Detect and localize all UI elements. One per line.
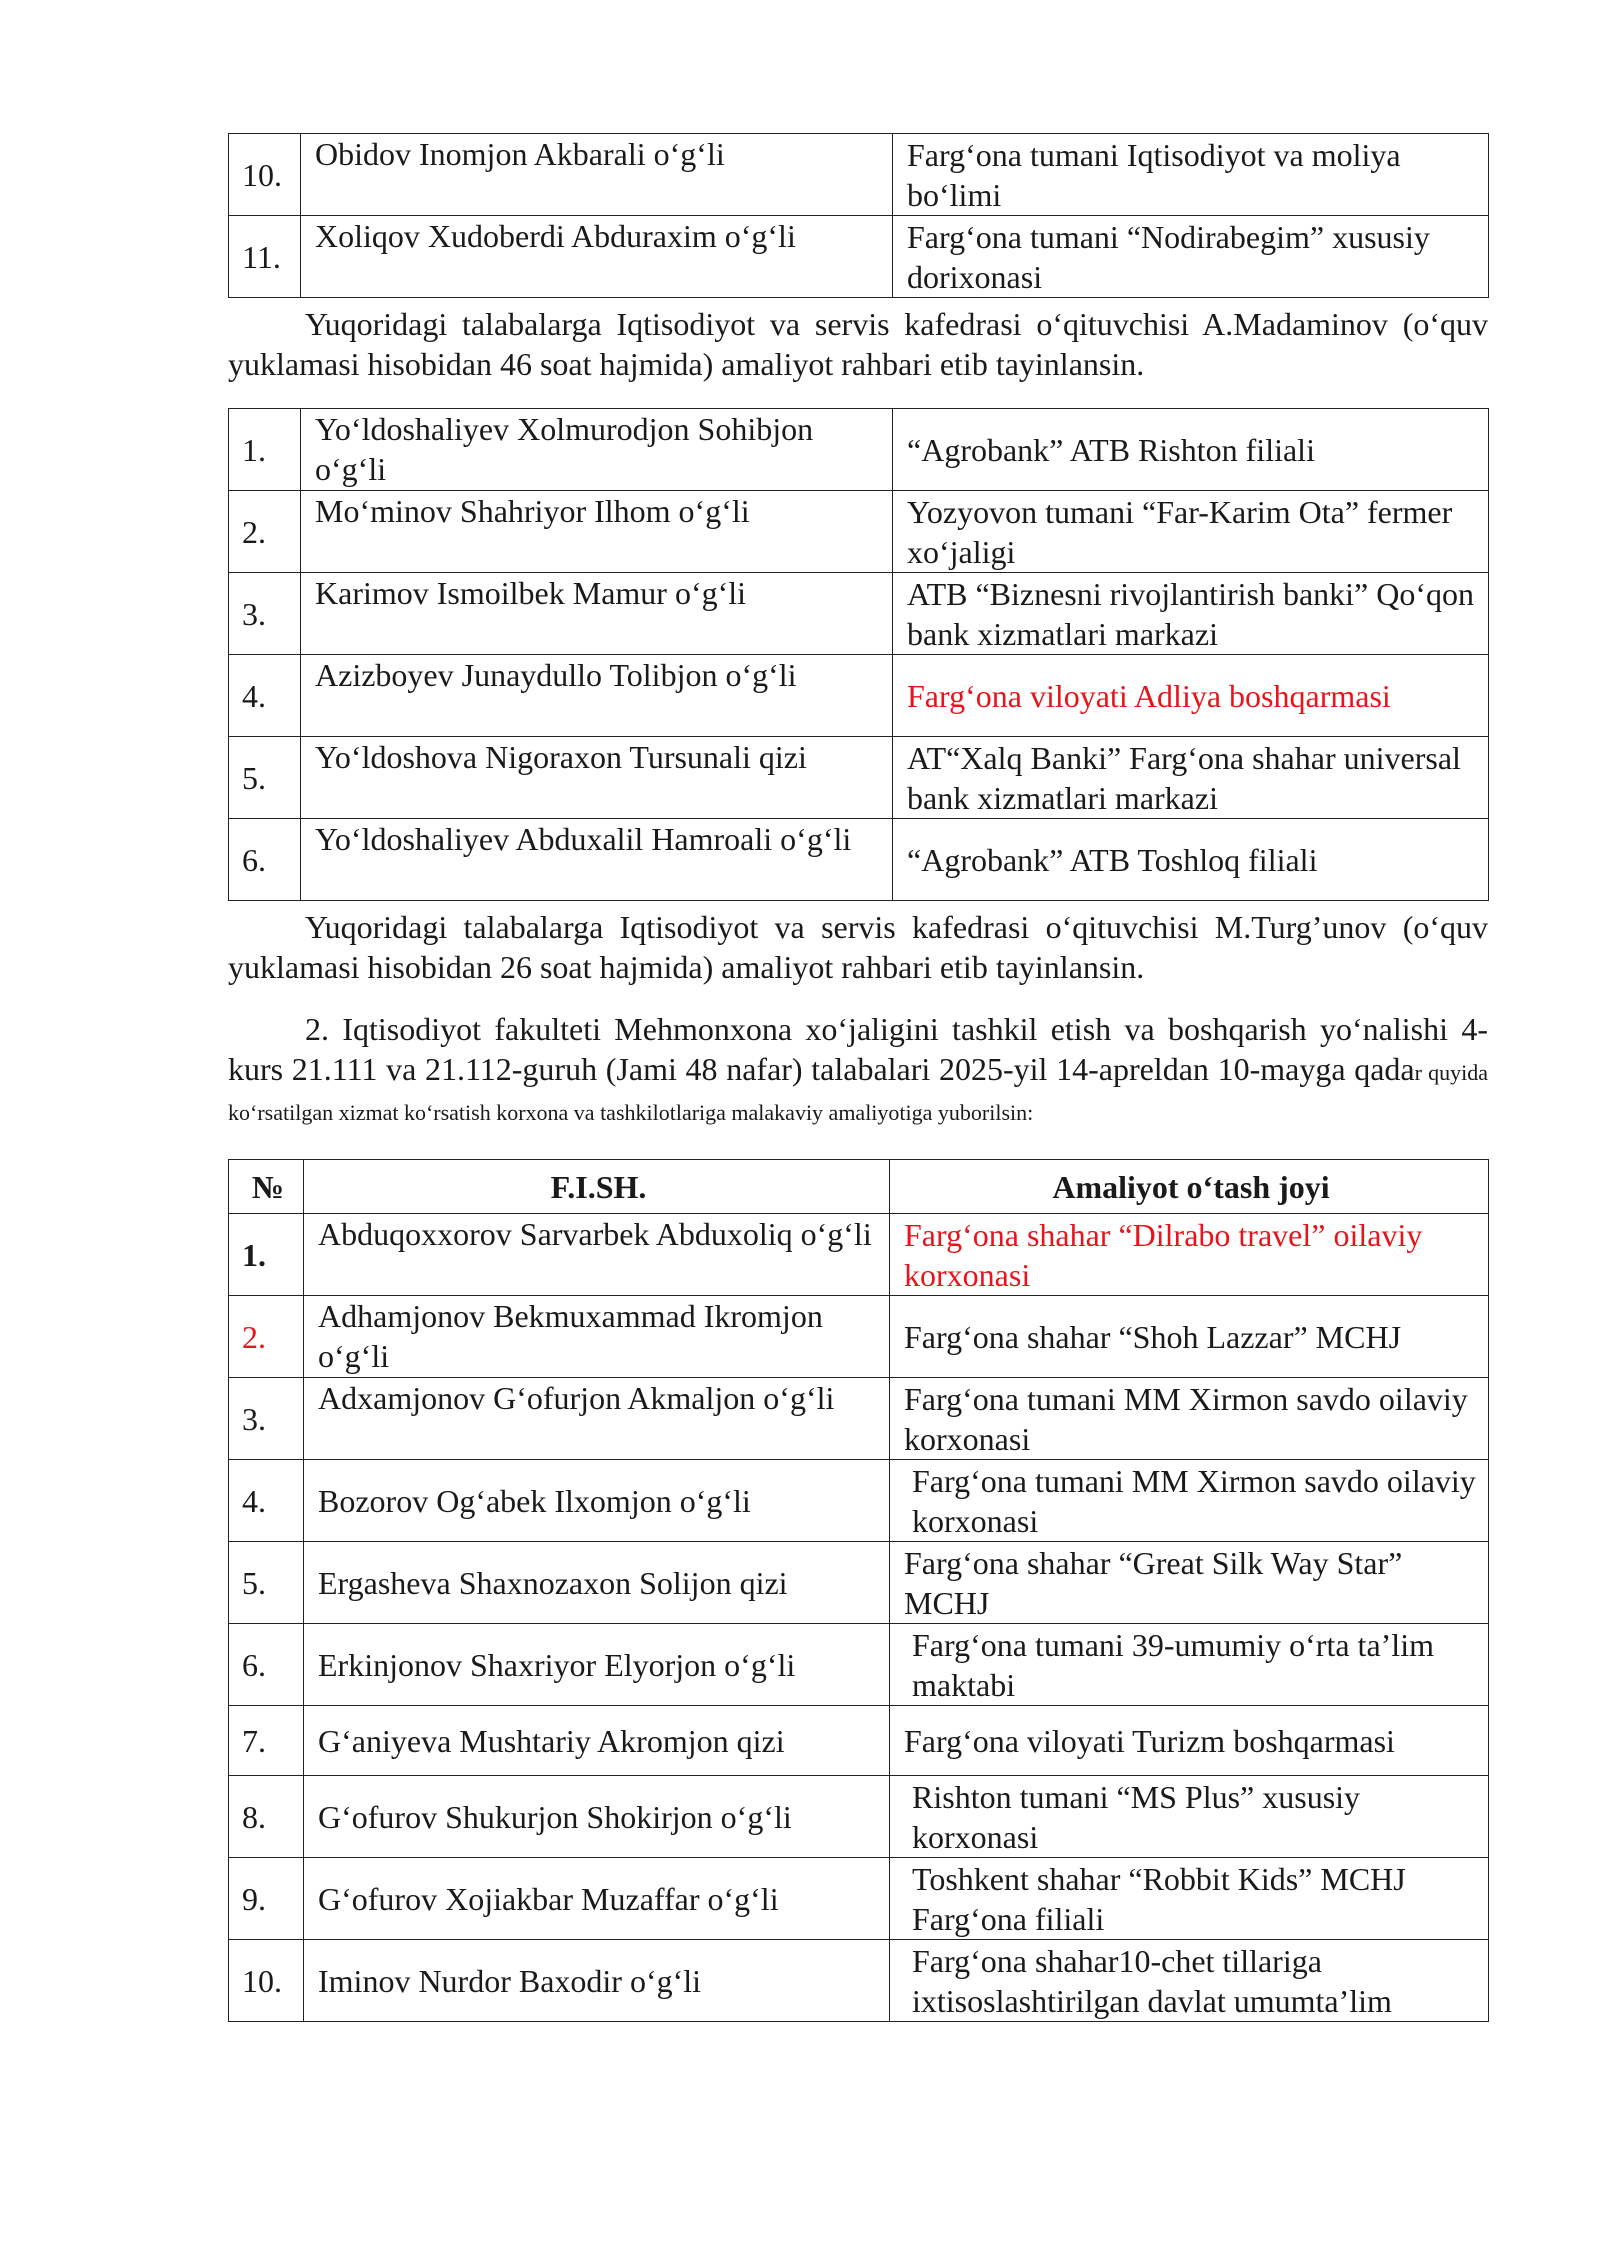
student-name: Abduqoxxorov Sarvarbek Abduxoliq o‘g‘li <box>304 1214 890 1296</box>
practice-place: Rishton tumani “MS Plus” xususiy korxonasi <box>890 1776 1489 1858</box>
practice-place: Farg‘ona tumani “Nodirabegim” xususiy dorixonasi <box>893 216 1489 298</box>
student-name: Obidov Inomjon Akbarali o‘g‘li <box>301 134 893 216</box>
supervisor-paragraph-1: Yuqoridagi talabalarga Iqtisodiyot va servis kafedrasi o‘qituvchisi A.Madaminov (o‘quv yuklamasi hisobidan 46 soat hajmida) amaliyot rahbari etib tayinlansin. <box>228 306 1488 382</box>
row-number: 4. <box>229 655 301 737</box>
row-number: 5. <box>229 737 301 819</box>
practice-place: Farg‘ona shahar “Dilrabo travel” oilaviy korxonasi <box>890 1214 1489 1296</box>
student-name: Mo‘minov Shahriyor Ilhom o‘g‘li <box>301 491 893 573</box>
practice-place: Farg‘ona shahar “Great Silk Way Star” MCHJ <box>890 1542 1489 1624</box>
order-paragraph-2 <box>228 1009 1488 1129</box>
row-number: 4. <box>229 1460 304 1542</box>
practice-place: AT“Xalq Banki” Farg‘ona shahar universal bank xizmatlari markazi <box>893 737 1489 819</box>
practice-table-3 <box>228 1159 1489 2022</box>
student-name: Bozorov Og‘abek Ilxomjon o‘g‘li <box>304 1460 890 1542</box>
table-row <box>229 491 1489 573</box>
practice-place: Farg‘ona shahar “Shoh Lazzar” MCHJ <box>890 1296 1489 1378</box>
practice-place: Yozyovon tumani “Far-Karim Ota” fermer xo‘jaligi <box>893 491 1489 573</box>
practice-table-2 <box>228 408 1489 901</box>
practice-place: Farg‘ona tumani Iqtisodiyot va moliya bo‘limi <box>893 134 1489 216</box>
row-number: 2. <box>229 1296 304 1378</box>
document-page <box>228 133 1488 2022</box>
student-name: Adhamjonov Bekmuxammad Ikromjon o‘g‘li <box>304 1296 890 1378</box>
practice-place: Farg‘ona tumani MM Xirmon savdo oilaviy korxonasi <box>890 1460 1489 1542</box>
column-header-place: Amaliyot o‘tash joyi <box>890 1160 1489 1214</box>
student-name: G‘ofurov Xojiakbar Muzaffar o‘g‘li <box>304 1858 890 1940</box>
student-name: Yo‘ldoshaliyev Abduxalil Hamroali o‘g‘li <box>301 819 893 901</box>
student-name: G‘aniyeva Mushtariy Akromjon qizi <box>304 1706 890 1776</box>
practice-place: Toshkent shahar “Robbit Kids” MCHJ Farg‘ona filiali <box>890 1858 1489 1940</box>
practice-place: Farg‘ona tumani MM Xirmon savdo oilaviy korxonasi <box>890 1378 1489 1460</box>
student-name: Yo‘ldoshova Nigoraxon Tursunali qizi <box>301 737 893 819</box>
row-number: 10. <box>229 1940 304 2022</box>
practice-place: ATB “Biznesni rivojlantirish banki” Qo‘qon bank xizmatlari markazi <box>893 573 1489 655</box>
row-number: 6. <box>229 1624 304 1706</box>
row-number: 7. <box>229 1706 304 1776</box>
row-number: 3. <box>229 573 301 655</box>
table-row <box>229 1858 1489 1940</box>
practice-place: “Agrobank” ATB Toshloq filiali <box>893 819 1489 901</box>
row-number: 1. <box>229 409 301 491</box>
row-number: 2. <box>229 491 301 573</box>
student-name: Adxamjonov G‘ofurjon Akmaljon o‘g‘li <box>304 1378 890 1460</box>
student-name: Yo‘ldoshaliyev Xolmurodjon Sohibjon o‘g‘li <box>301 409 893 491</box>
table-row <box>229 737 1489 819</box>
table-row <box>229 1542 1489 1624</box>
practice-place: Farg‘ona viloyati Adliya boshqarmasi <box>893 655 1489 737</box>
practice-table-continued <box>228 133 1489 298</box>
student-name: Azizboyev Junaydullo Tolibjon o‘g‘li <box>301 655 893 737</box>
practice-place: Farg‘ona viloyati Turizm boshqarmasi <box>890 1706 1489 1776</box>
table-row <box>229 1378 1489 1460</box>
table-header-row <box>229 1160 1489 1214</box>
column-header-name: F.I.SH. <box>304 1160 890 1214</box>
student-name: Xoliqov Xudoberdi Abduraxim o‘g‘li <box>301 216 893 298</box>
student-name: Iminov Nurdor Baxodir o‘g‘li <box>304 1940 890 2022</box>
table-row <box>229 655 1489 737</box>
row-number: 3. <box>229 1378 304 1460</box>
column-header-number: № <box>229 1160 304 1214</box>
table-row <box>229 409 1489 491</box>
table-row <box>229 1940 1489 2022</box>
row-number: 1. <box>229 1214 304 1296</box>
row-number: 8. <box>229 1776 304 1858</box>
table-row <box>229 216 1489 298</box>
table-row <box>229 1460 1489 1542</box>
student-name: Karimov Ismoilbek Mamur o‘g‘li <box>301 573 893 655</box>
practice-place: “Agrobank” ATB Rishton filiali <box>893 409 1489 491</box>
order-paragraph-tail: quyida ko‘rsatilgan xizmat ko‘rsatish korxona va tashkilotlariga malakaviy amaliyotiga yuborilsin: <box>228 1060 1488 1125</box>
table-row <box>229 819 1489 901</box>
practice-place: Farg‘ona shahar10-chet tillariga ixtisoslashtirilgan davlat umumta’lim <box>890 1940 1489 2022</box>
row-number: 10. <box>229 134 301 216</box>
table-row <box>229 573 1489 655</box>
row-number: 9. <box>229 1858 304 1940</box>
table-row <box>229 1776 1489 1858</box>
table-row <box>229 1624 1489 1706</box>
row-number: 5. <box>229 1542 304 1624</box>
practice-place: Farg‘ona tumani 39-umumiy o‘rta ta’lim maktabi <box>890 1624 1489 1706</box>
row-number: 6. <box>229 819 301 901</box>
order-paragraph-main: 2. Iqtisodiyot fakulteti Mehmonxona xo‘jaligini tashkil etish va boshqarish yo‘nalishi 4-kurs 21.111 va 21.112-guruh (Jami 48 nafar) talabalari 2025-yil 14-apreldan 10-mayga qada <box>228 1011 1488 1087</box>
student-name: G‘ofurov Shukurjon Shokirjon o‘g‘li <box>304 1776 890 1858</box>
table-row <box>229 134 1489 216</box>
table-row <box>229 1214 1489 1296</box>
table-row <box>229 1706 1489 1776</box>
supervisor-paragraph-2: Yuqoridagi talabalarga Iqtisodiyot va servis kafedrasi o‘qituvchisi M.Turg’unov (o‘quv yuklamasi hisobidan 26 soat hajmida) amaliyot rahbari etib tayinlansin. <box>228 909 1488 985</box>
order-paragraph-r: r <box>1414 1060 1422 1085</box>
row-number: 11. <box>229 216 301 298</box>
student-name: Erkinjonov Shaxriyor Elyorjon o‘g‘li <box>304 1624 890 1706</box>
table-row <box>229 1296 1489 1378</box>
student-name: Ergasheva Shaxnozaxon Solijon qizi <box>304 1542 890 1624</box>
